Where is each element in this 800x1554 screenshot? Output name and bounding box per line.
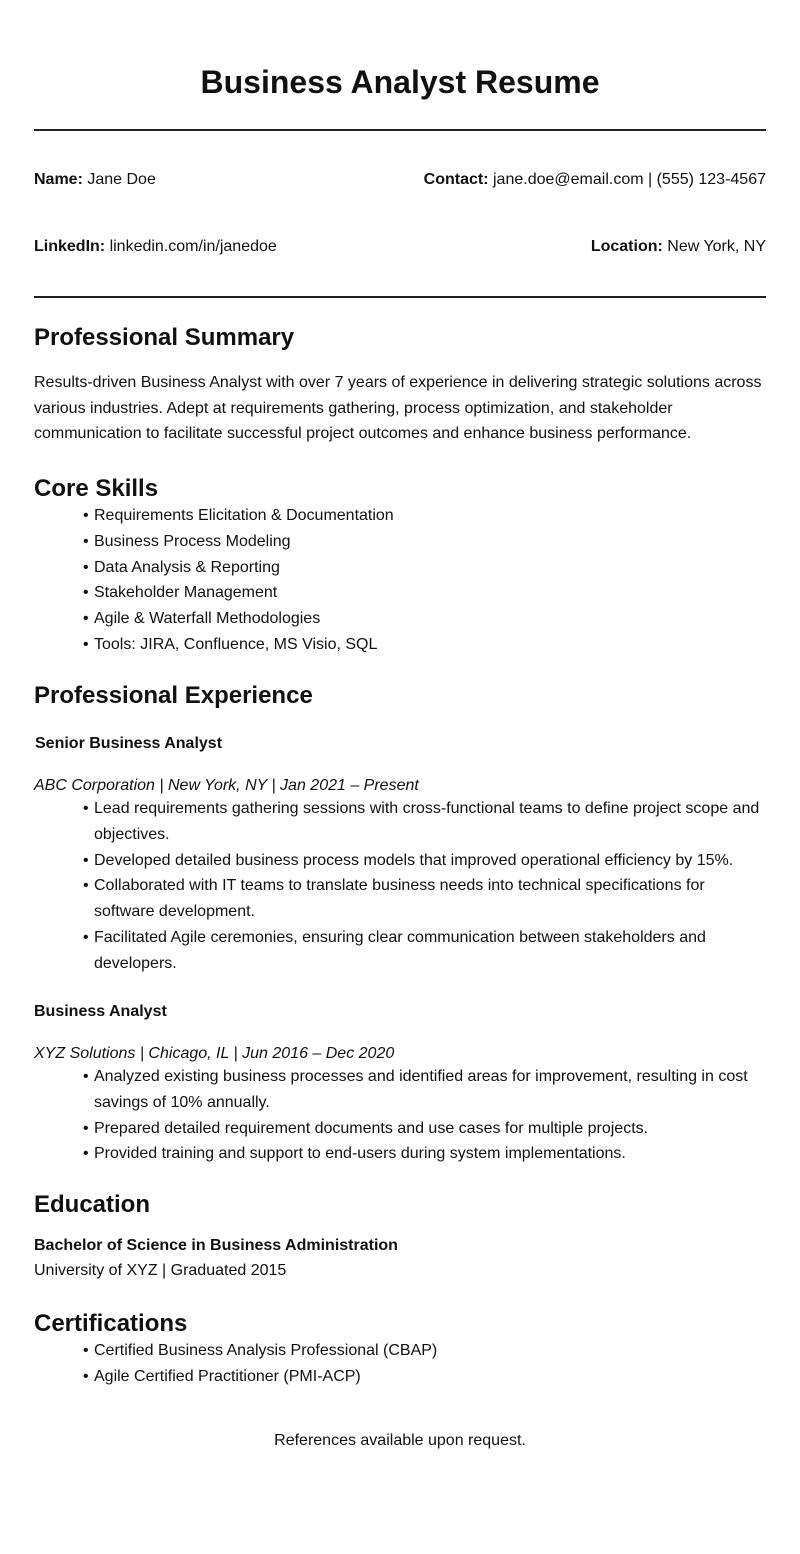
page-title: Business Analyst Resume	[200, 64, 600, 100]
contact-field	[424, 170, 766, 190]
contact-divider	[34, 296, 766, 298]
experience-section	[34, 682, 766, 1167]
location-label: Location:	[590, 238, 663, 255]
skill-item: • Agile & Waterfall Methodologies	[83, 606, 766, 632]
skill-item: • Stakeholder Management	[83, 580, 766, 606]
job-entry	[34, 1002, 766, 1167]
job-bullets	[34, 1064, 766, 1167]
skills-section	[34, 475, 766, 657]
certifications-list	[34, 1338, 766, 1389]
education-heading: Education	[34, 1191, 151, 1219]
job-entry	[34, 734, 766, 976]
job-bullet: • Prepared detailed requirement documents and use cases for multiple projects.	[83, 1116, 766, 1142]
contact-label: Contact:	[423, 171, 489, 188]
skills-list	[34, 503, 766, 657]
skill-item: • Data Analysis & Reporting	[83, 555, 766, 581]
location-value: New York, NY	[667, 238, 766, 255]
contact-value: jane.doe@email.com | (555) 123-4567	[493, 171, 766, 188]
summary-heading: Professional Summary	[34, 324, 295, 351]
skills-heading: Core Skills	[34, 475, 159, 503]
location-field	[591, 237, 766, 257]
job-bullet: • Facilitated Agile ceremonies, ensuring clear communication between stakeholders and developers.	[83, 925, 766, 976]
job-meta: XYZ Solutions | Chicago, IL | Jun 2016 – Dec 2020	[34, 1045, 395, 1063]
job-title: Business Analyst	[34, 1003, 167, 1021]
experience-heading: Professional Experience	[34, 682, 313, 710]
job-bullet: • Analyzed existing business processes and identified areas for improvement, resulting in cost savings of 10% annually.	[83, 1064, 766, 1115]
degree: Bachelor of Science in Business Administration	[34, 1237, 398, 1255]
certification-item: • Agile Certified Practitioner (PMI-ACP)	[83, 1364, 766, 1390]
job-bullet: • Developed detailed business process models that improved operational efficiency by 15%.	[83, 848, 766, 874]
job-meta: ABC Corporation | New York, NY | Jan 2021 – Present	[34, 777, 419, 795]
skill-item: • Business Process Modeling	[83, 529, 766, 555]
contact-row-1	[34, 170, 766, 190]
summary-text: Results-driven Business Analyst with over 7 years of experience in delivering strategic solutions across various industries. Adept at requirements gathering, process optimization, and stakeholder communication to facilitate successful project outcomes and enhance business performance.	[34, 374, 762, 443]
name-label: Name:	[34, 171, 83, 188]
name-value: Jane Doe	[87, 171, 156, 188]
contact-row-2	[34, 237, 766, 257]
job-bullet: • Provided training and support to end-users during system implementations.	[83, 1141, 766, 1167]
summary-section	[34, 324, 766, 447]
certifications-section	[34, 1310, 766, 1389]
skill-item: • Requirements Elicitation & Documentation	[83, 503, 766, 529]
linkedin-field	[34, 237, 277, 257]
references-note: References available upon request.	[274, 1432, 526, 1450]
job-bullet: • Collaborated with IT teams to translate business needs into technical specifications for software development.	[83, 873, 766, 924]
skill-item: • Tools: JIRA, Confluence, MS Visio, SQL	[83, 632, 766, 658]
name-field	[34, 170, 156, 190]
job-title: Senior Business Analyst	[35, 735, 223, 753]
certification-item: • Certified Business Analysis Professional (CBAP)	[83, 1338, 766, 1364]
school: University of XYZ | Graduated 2015	[34, 1262, 287, 1280]
job-bullets	[34, 796, 766, 976]
linkedin-label: LinkedIn:	[34, 238, 106, 255]
header-divider	[34, 129, 766, 131]
education-section	[34, 1191, 766, 1283]
resume-page	[34, 0, 766, 1451]
linkedin-value: linkedin.com/in/janedoe	[109, 238, 277, 255]
job-bullet: • Lead requirements gathering sessions with cross-functional teams to define project scope and objectives.	[83, 796, 766, 847]
certifications-heading: Certifications	[34, 1310, 188, 1338]
